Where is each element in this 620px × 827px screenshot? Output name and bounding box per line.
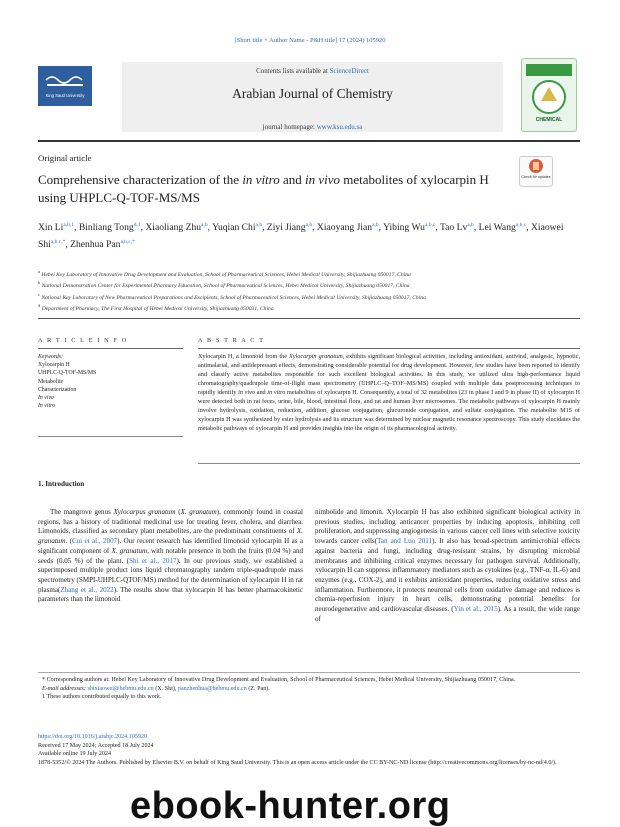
author-sup: a,b <box>201 222 208 228</box>
author[interactable]: Xin Li$^{a,b,1}$ <box>38 222 75 234</box>
title-part: Comprehensive characterization of the <box>38 172 243 187</box>
doi-link[interactable]: https://doi.org/10.1016/j.arabjc.2024.105920 <box>38 734 148 740</box>
author[interactable]: Lei Wang$^{a,b,c}$ <box>478 222 527 234</box>
contents-prefix: Contents lists available at <box>256 67 330 75</box>
author-sup: a,b <box>467 222 474 228</box>
affiliations <box>38 268 568 314</box>
footnote-rule <box>38 672 580 673</box>
keyword: In vivo <box>38 395 54 402</box>
sciencedirect-link[interactable]: ScienceDirect <box>329 67 369 75</box>
title-italic: in vitro <box>242 172 280 187</box>
homepage-prefix: journal homepage: <box>262 123 317 131</box>
author[interactable]: Zhenhua Pan$^{a,b,c,*}$ <box>70 239 135 251</box>
title-part: and <box>279 172 306 187</box>
received-date: Received 17 May 2024; Accepted 18 July 2024 <box>38 742 154 749</box>
author-sup: a,b,c,* <box>120 239 135 246</box>
affiliation: $^b$ National Demonstration Center for Experimental Pharmacy Education, School of Pharmaceutical Sciences, Hebei Medical University, Shijiazhuang 050017, China <box>38 280 410 290</box>
author-sup: a,b <box>372 222 379 228</box>
keywords-title: Keywords: <box>38 354 63 360</box>
corresponding-note: * Corresponding authors at: Hebei Key Laboratory of Innovative Drug Development and Evaluation, School of Pharmaceutical Sciences, Hebei Medical University, Shijiazhuang 050017, China. <box>42 677 516 683</box>
keyword: Characterization <box>38 386 77 393</box>
author-sup: a,b <box>305 222 313 228</box>
divider <box>198 463 580 464</box>
divider <box>38 436 183 437</box>
society-logo-text: CHEMICAL <box>535 117 563 123</box>
article-type: Original article <box>38 153 92 163</box>
license-text: 1878-5352/© 2024 The Authors. Published by Elsevier B.V. on behalf of King Saud University. This is an open access article under the CC BY-NC-ND license (http://creativecommons.org/licenses/by-nc-nd/4.0/). <box>38 759 557 766</box>
author[interactable]: Yuqian Chi$^{a,b}$ <box>212 222 263 234</box>
section-heading: 1. Introduction <box>38 480 85 488</box>
check-for-updates-button[interactable] <box>519 156 553 187</box>
author[interactable]: Binliang Tong$^{d,1}$ <box>78 222 141 234</box>
divider <box>198 348 580 349</box>
affiliation: $^d$ Department of Pharmacy, The First Hospital of Hebei Medical University, Shijiazhuang 050031, China <box>38 303 274 313</box>
homepage-line <box>122 123 503 131</box>
author[interactable]: Xiaoyang Jian$^{a,b}$ <box>316 222 379 234</box>
article-title <box>38 171 508 206</box>
email-note: E-mail addresses: shixiaowei@hebmu.edu.cn (X. Shi), panzhenhua@hebmu.edu.cn (Z. Pan). <box>42 685 270 692</box>
paragraph: The mangrove genus Xylocarpus granatum (X. granatum), commonly found in coastal regions, has a history of traditional medicinal use for treating fever, cholera, and diarrhea. Limonoids, classified as secondary plant metabolites, are the predominant constituents of X. granatum. (Cui et al., 2007). Our recent research has identified limonoid xylocarpin H as a significant component of X. granatum, with notable presence in both the fruits (0.04 %) and seeds (0.05 %) of the plant. (Shi et al., 2017). In our previous study, we established a superimposed multiple product ions liquid chromatography tandem triple-quadrupole mass spectrometry (SMPI-UHPLC-QTOF/MS) method for the determination of xylocarpin H in rat plasma(Zhang et al., 2022). The results show that xylocarpin H has better pharmacokinetic parameters than the limonoid <box>38 508 303 604</box>
author[interactable]: Yibing Wu$^{a,b,c}$ <box>383 222 436 234</box>
keyword: Metabolite <box>38 378 64 385</box>
title-italic: in vivo <box>305 172 341 187</box>
citation-link[interactable]: Cui et al., 2007 <box>71 537 118 546</box>
abstract-text: Xylocarpin H, a limonoid from the Xylocarpin granatum, exhibits significant biological activities, including antioxidant, antiviral, analgesic, hypnotic, antimalarial, and antidepressant effects, demonstrating considerable potential for drug development. However, few studies have been reported to identify and classify active metabolites responsible for such excellent biological activities. In this study, we utilized ultra high-performance liquid chromatography/quadrupole time-of-flight mass spectrometry (UHPLC–Q–TOF–MS/MS) coupled with multiple data postprocessing techniques to rapidly identify in vivo and in vitro metabolites of xylocarpin H. Consequently, a total of 32 metabolites (23 in phase I and 9 in phase II) of xylocarpin H were detected both in rat feces, urine, bile, blood, intestinal flora, and rat and human liver microsomes. The metabolic pathways of xylocarpin H mainly involve hydrolysis, oxidation, reduction, addition, glucose conjugation, glucuronide conjugation, and sulfate conjugation. The metabolite M15 of xylocarpin H was synthesized by ester hydrolysis and its structure was determined by nuclear magnetic resonance spectroscopy. This study elucidates the metabolic pathways of xylocarpin H and provides insights into the origin of its pharmacological activity. <box>198 353 580 432</box>
footnotes <box>38 676 583 702</box>
divider <box>38 318 580 319</box>
email-link[interactable]: shixiaowei@hebmu.edu.cn <box>87 685 154 692</box>
publisher-logo <box>38 66 92 106</box>
keyword: UHPLC-Q-TOF-MS/MS <box>38 370 97 377</box>
citation-link[interactable]: Shi et al., 2017 <box>129 556 177 565</box>
watermark: ebook-hunter.org <box>130 785 451 827</box>
body-column-left <box>38 508 303 605</box>
keyword: In vitro <box>38 403 56 410</box>
citation-link[interactable]: Yin et al., 2015 <box>453 605 498 614</box>
author-list: Xin Li$^{a,b,1}$, Binliang Tong$^{d,1}$, Xiaoliang Zhu$^{a,b}$, Yuqian Chi$^{a,b}$, Ziyi Jiang$^{a,b}$, Xiaoyang Jian$^{a,b}$, Yibing Wu$^{a,b,c}$, Tao Lv$^{a,b}$, Lei Wang$^{a,b,c}$, Xiaowei Shi$^{a,b,c,*}$, Zhenhua Pan$^{a,b,c,*}$ <box>38 222 564 251</box>
divider <box>38 348 183 349</box>
publication-info <box>38 733 583 767</box>
homepage-link[interactable]: www.ksu.edu.sa <box>316 123 363 131</box>
author-sup: a,b,c,* <box>50 239 66 246</box>
society-logo <box>521 58 577 132</box>
author-sup: a,b,c <box>515 222 527 228</box>
email-link[interactable]: panzhenhua@hebmu.edu.cn <box>177 685 247 692</box>
author[interactable]: Xiaoliang Zhu$^{a,b}$ <box>145 222 208 234</box>
citation-link[interactable]: Tan and Luo 2011 <box>377 537 433 546</box>
author-sup: a,b,1 <box>63 222 75 228</box>
article-info-heading: A R T I C L E I N F O <box>38 337 128 344</box>
running-header: [Short title + Author Name - P&H title] 17 (2024) 105920 <box>234 37 386 44</box>
contents-line <box>122 67 503 75</box>
keywords-block <box>38 353 183 410</box>
journal-name: Arabian Journal of Chemistry <box>232 86 393 101</box>
online-date: Available online 19 July 2024 <box>38 751 111 757</box>
keyword: Xylocarpin H <box>38 362 70 369</box>
check-for-updates-label: Check for updates <box>521 175 551 179</box>
author-sup: a,b,c <box>424 222 436 228</box>
author[interactable]: Ziyi Jiang$^{a,b}$ <box>266 222 313 234</box>
author[interactable]: Xiaowei Shi$^{a,b,c,*}$ <box>38 222 564 251</box>
citation-link[interactable]: Zhang et al., 2022 <box>60 585 114 594</box>
affiliation: $^a$ Hebei Key Laboratory of Innovative Drug Development and Evaluation, School of Pharmaceutical Sciences, Hebei Medical University, Shijiazhuang 050017, China <box>38 269 411 278</box>
equal-contribution-note: 1 These authors contributed equally to this work. <box>42 694 162 700</box>
abstract-heading: A B S T R A C T <box>198 337 265 344</box>
body-column-right <box>315 508 580 625</box>
author-sup: d,1 <box>133 222 141 228</box>
header-rule <box>38 140 580 142</box>
paragraph: nimbolide and limonin. Xylocarpin H has also exhibited significant biological activity in previous studies, including anticancer properties by inducing apoptosis, inhibiting cell proliferation, and suppressing angiogenesis in various cancer cell lines with selective toxicity towards cancer cells(Tan and Luo 2011). It also has broad-spectrum antimicrobial effects against bacteria and fungi, including drug-resistant strains, by disrupting microbial membranes and inhibiting critical enzymes necessary for pathogen survival. Additionally, xylocarpin H can suppress inflammatory mediators such as cytokines (e.g., TNF-α, IL-6) and enzymes (e.g., COX-2), and it exhibits antioxidant properties, reducing oxidative stress and inflammation. Furthermore, it protects neuronal cells from oxidative damage and reduces is chemia-reperfusion injury in heart cells, demonstrating potential benefits for neurodegenerative and cardiovascular diseases. (Yin et al., 2015). As a result, the wide range of <box>315 508 581 623</box>
author-sup: a,b <box>255 222 263 228</box>
affiliation: $^c$ National Key Laboratory of New Pharmaceutical Preparations and Excipients, School of Pharmaceutical Sciences, Hebei Medical University, Shijiazhuang 050017, China <box>38 291 426 301</box>
title-part: metabolites of xylocarpin H using UHPLC-Q-TOF-MS/MS <box>38 172 489 205</box>
author[interactable]: Tao Lv$^{a,b}$ <box>439 222 474 234</box>
publisher-logo-text: King Saud University <box>45 93 85 98</box>
